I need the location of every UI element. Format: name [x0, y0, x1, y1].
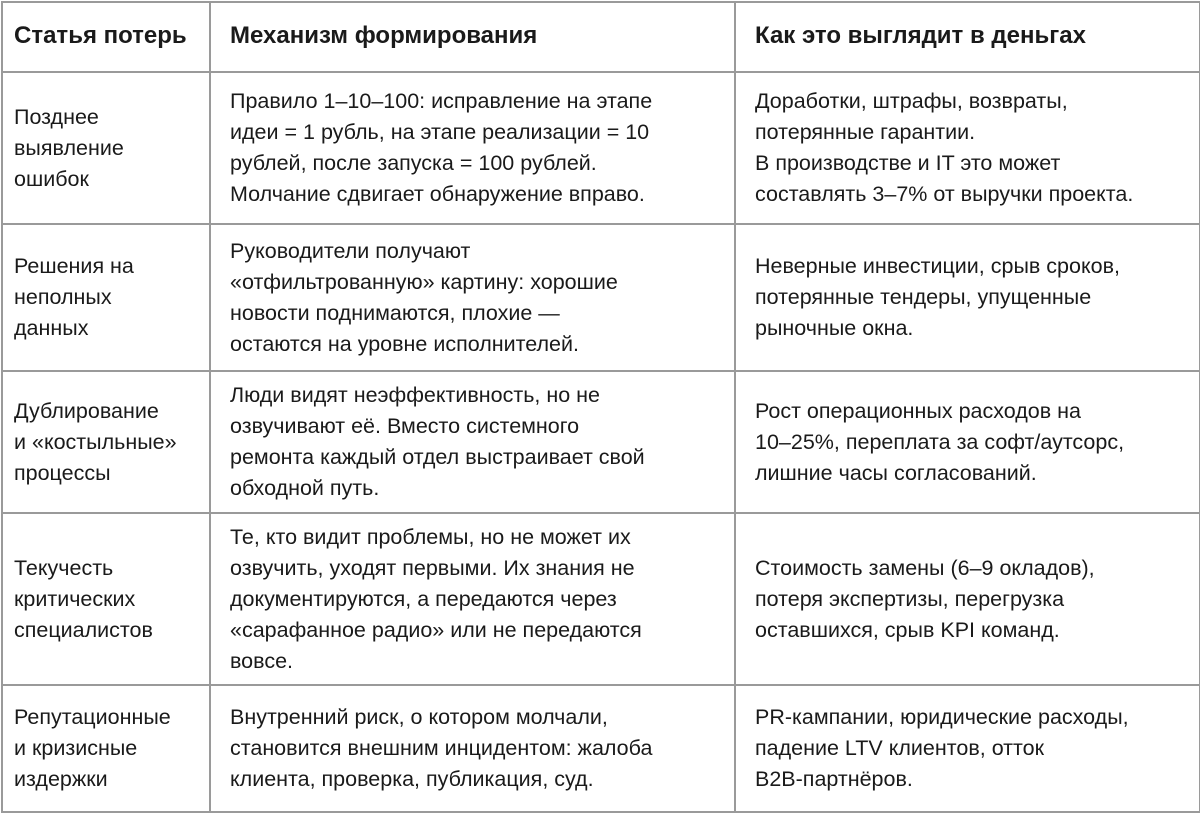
loss-table	[1, 1, 1200, 813]
cell-line: потерянные тендеры, упущенные	[755, 285, 1092, 309]
cell-line: выявление	[14, 135, 124, 160]
cell-line: и «костыльные»	[14, 429, 177, 454]
cell-line: Правило 1–10–100: исправление на этапе	[230, 89, 653, 113]
cell-line: рублей, после запуска = 100 рублей.	[230, 151, 597, 175]
cell-line: озвучивают её. Вместо системного	[230, 414, 580, 438]
cell-line: Репутационные	[14, 705, 171, 729]
cell-line: рыночные окна.	[755, 316, 914, 340]
cell-line: ремонта каждый отдел выстраивает свой	[230, 445, 645, 469]
cell-article	[2, 224, 210, 371]
cell-line: неполных	[14, 285, 112, 309]
header-mechanism: Механизм формирования	[210, 2, 735, 72]
cell-line: Решения на	[14, 254, 134, 278]
cell-line: лишние часы согласований.	[755, 460, 1037, 485]
cell-mechanism	[210, 371, 735, 513]
cell-line: PR-кампании, юридические расходы,	[755, 705, 1129, 729]
cell-line: падение LTV клиентов, отток	[755, 736, 1044, 760]
cell-line: идеи = 1 рубль, на этапе реализации = 10	[230, 120, 650, 144]
cell-line: Текучесть	[14, 555, 114, 580]
header-row	[2, 2, 1200, 72]
cell-line: Позднее	[14, 104, 99, 129]
cell-article	[2, 371, 210, 513]
table-row	[2, 72, 1200, 224]
cell-line: составлять 3–7% от выручки проекта.	[755, 182, 1134, 206]
table-row	[2, 685, 1200, 812]
cell-line: ошибок	[14, 166, 89, 191]
cell-money	[735, 371, 1200, 513]
cell-line: клиента, проверка, публикация, суд.	[230, 767, 594, 791]
cell-line: обходной путь.	[230, 476, 380, 500]
cell-line: «отфильтрованную» картину: хорошие	[230, 269, 618, 294]
cell-line: документируются, а передаются через	[230, 586, 617, 611]
cell-line: потеря экспертизы, перегрузка	[755, 586, 1065, 611]
cell-mechanism	[210, 685, 735, 812]
cell-line: «сарафанное радио» или не передаются	[230, 617, 642, 642]
cell-article	[2, 72, 210, 224]
cell-mechanism	[210, 513, 735, 685]
cell-line: Внутренний риск, о котором молчали,	[230, 705, 608, 729]
cell-line: новости поднимаются, плохие —	[230, 300, 560, 325]
cell-line: Те, кто видит проблемы, но не может их	[230, 524, 631, 549]
cell-line: оставшихся, срыв KPI команд.	[755, 617, 1060, 642]
cell-line: становится внешним инцидентом: жалоба	[230, 736, 653, 760]
header-money: Как это выглядит в деньгах	[735, 2, 1200, 72]
cell-line: потерянные гарантии.	[755, 120, 976, 144]
cell-line: остаются на уровне исполнителей.	[230, 331, 579, 356]
cell-line: В производстве и IT это может	[755, 151, 1061, 175]
cell-line: Люди видят неэффективность, но не	[230, 383, 601, 407]
table-row	[2, 371, 1200, 513]
cell-line: специалистов	[14, 617, 153, 642]
cell-article	[2, 685, 210, 812]
cell-line: Доработки, штрафы, возвраты,	[755, 89, 1068, 113]
cell-money	[735, 513, 1200, 685]
cell-line: издержки	[14, 767, 108, 791]
cell-line: озвучить, уходят первыми. Их знания не	[230, 555, 635, 580]
header-article: Статья потерь	[2, 2, 210, 72]
cell-mechanism	[210, 224, 735, 371]
cell-article	[2, 513, 210, 685]
cell-line: критических	[14, 586, 136, 611]
cell-line: данных	[14, 316, 89, 340]
cell-line: Руководители получают	[230, 238, 471, 263]
cell-line: Молчание сдвигает обнаружение вправо.	[230, 182, 645, 206]
cell-line: вовсе.	[230, 648, 293, 673]
table-row	[2, 513, 1200, 685]
cell-money	[735, 685, 1200, 812]
cell-money	[735, 72, 1200, 224]
cell-mechanism	[210, 72, 735, 224]
table-row	[2, 224, 1200, 371]
cell-line: 10–25%, переплата за софт/аутсорс,	[755, 429, 1125, 454]
cell-line: процессы	[14, 460, 111, 485]
cell-line: Стоимость замены (6–9 окладов),	[755, 555, 1095, 580]
cell-line: Рост операционных расходов на	[755, 398, 1081, 423]
cell-line: Дублирование	[14, 398, 159, 423]
cell-money	[735, 224, 1200, 371]
cell-line: Неверные инвестиции, срыв сроков,	[755, 254, 1120, 278]
cell-line: B2B-партнёров.	[755, 767, 913, 791]
cell-line: и кризисные	[14, 736, 138, 760]
